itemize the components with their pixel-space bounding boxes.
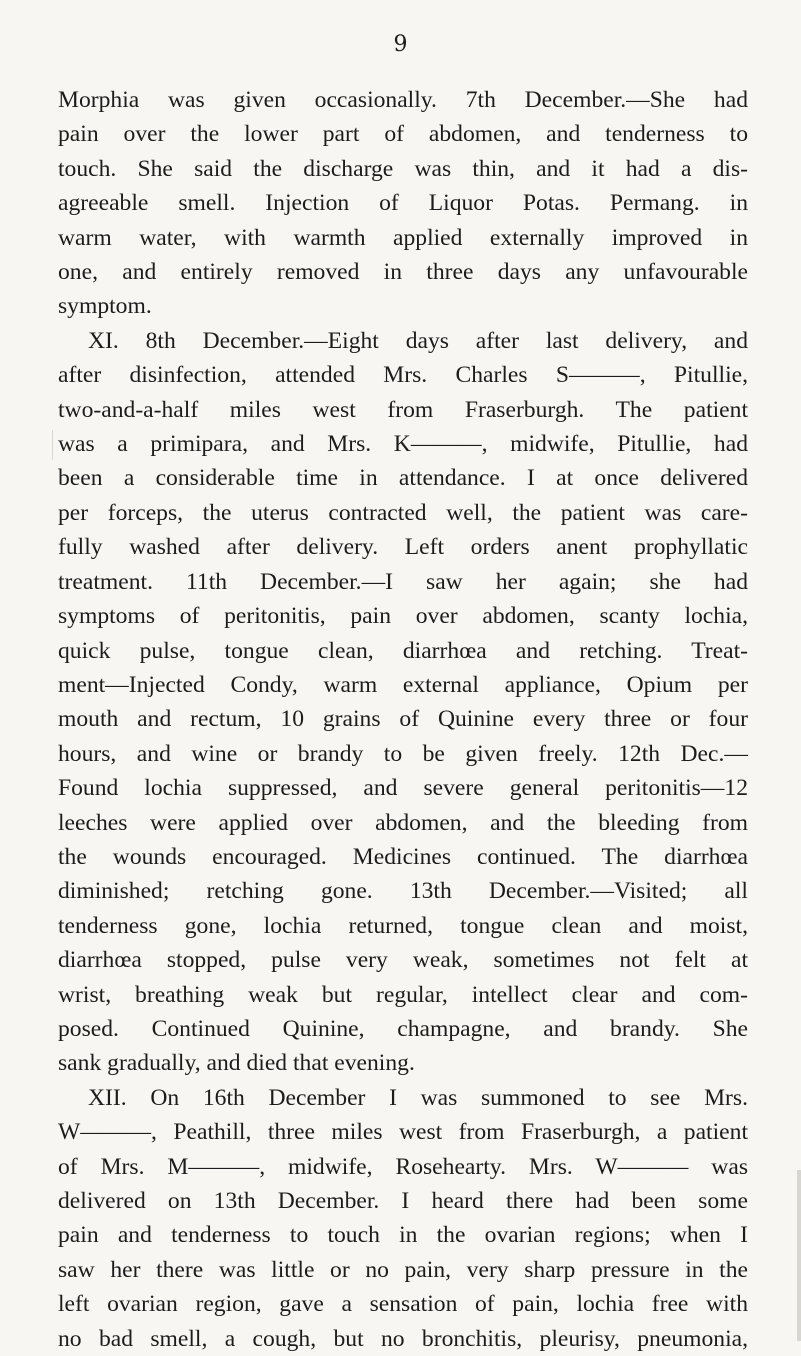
text-line: been a considerable time in attendance. I at once delivered: [58, 465, 748, 492]
paragraph-start-line: XI. 8th December.—Eight days after last delivery, and: [88, 327, 748, 354]
page-edge-shadow: [797, 1170, 801, 1341]
text-line: wrist, breathing weak but regular, intellect clear and com-: [58, 981, 748, 1008]
page-number: 9: [393, 32, 408, 57]
text-line: per forceps, the uterus contracted well, the patient was care-: [58, 499, 748, 526]
paragraph-start-line: XII. On 16th December I was summoned to see Mrs.: [88, 1084, 748, 1111]
text-line: diminished; retching gone. 13th December.—Visited; all: [58, 878, 748, 905]
text-line: of Mrs. M———, midwife, Rosehearty. Mrs. W——— was: [58, 1153, 748, 1180]
text-line: warm water, with warmth applied externally improved in: [58, 224, 748, 251]
text-line: sank gradually, and died that evening.: [58, 1050, 415, 1077]
text-line: symptom.: [58, 293, 152, 320]
text-line: pain and tenderness to touch in the ovarian regions; when I: [58, 1222, 748, 1249]
text-line: diarrhœa stopped, pulse very weak, sometimes not felt at: [58, 947, 748, 974]
text-line: two-and-a-half miles west from Fraserburgh. The patient: [58, 396, 748, 423]
text-line: leeches were applied over abdomen, and the bleeding from: [58, 809, 748, 836]
text-line: was a primipara, and Mrs. K———, midwife, Pitullie, had: [58, 431, 748, 458]
text-line: W———, Peathill, three miles west from Fraserburgh, a patient: [58, 1119, 748, 1146]
text-line: symptoms of peritonitis, pain over abdomen, scanty lochia,: [58, 603, 748, 630]
text-line: Morphia was given occasionally. 7th December.—She had: [58, 87, 748, 113]
text-line: hours, and wine or brandy to be given freely. 12th Dec.—: [58, 740, 748, 767]
text-line: one, and entirely removed in three days any unfavourable: [58, 259, 748, 286]
text-line: pain over the lower part of abdomen, and tenderness to: [58, 121, 748, 148]
text-line: treatment. 11th December.—I saw her again; she had: [58, 568, 748, 595]
text-line: fully washed after delivery. Left orders anent prophyllatic: [58, 534, 748, 561]
text-line: touch. She said the discharge was thin, and it had a dis-: [58, 155, 748, 182]
text-line: no bad smell, a cough, but no bronchitis, pleurisy, pneumonia,: [58, 1325, 748, 1352]
text-line: ment—Injected Condy, warm external appliance, Opium per: [58, 671, 748, 698]
text-line: agreeable smell. Injection of Liquor Potas. Permang. in: [58, 190, 748, 217]
text-line: after disinfection, attended Mrs. Charles S———, Pitullie,: [58, 362, 748, 389]
text-line: the wounds encouraged. Medicines continued. The diarrhœa: [58, 843, 748, 870]
body-text: [58, 83, 748, 1356]
text-line: delivered on 13th December. I heard there had been some: [58, 1188, 748, 1214]
text-line: tenderness gone, lochia returned, tongue clean and moist,: [58, 912, 748, 939]
text-line: mouth and rectum, 10 grains of Quinine every three or four: [58, 706, 748, 733]
text-line: quick pulse, tongue clean, diarrhœa and retching. Treat-: [58, 637, 748, 664]
margin-mark: [52, 430, 53, 460]
text-line: Found lochia suppressed, and severe general peritonitis—12: [58, 775, 748, 802]
text-line: left ovarian region, gave a sensation of pain, lochia free with: [58, 1291, 748, 1318]
text-line: saw her there was little or no pain, very sharp pressure in the: [58, 1256, 748, 1283]
text-line: posed. Continued Quinine, champagne, and brandy. She: [58, 1015, 748, 1042]
